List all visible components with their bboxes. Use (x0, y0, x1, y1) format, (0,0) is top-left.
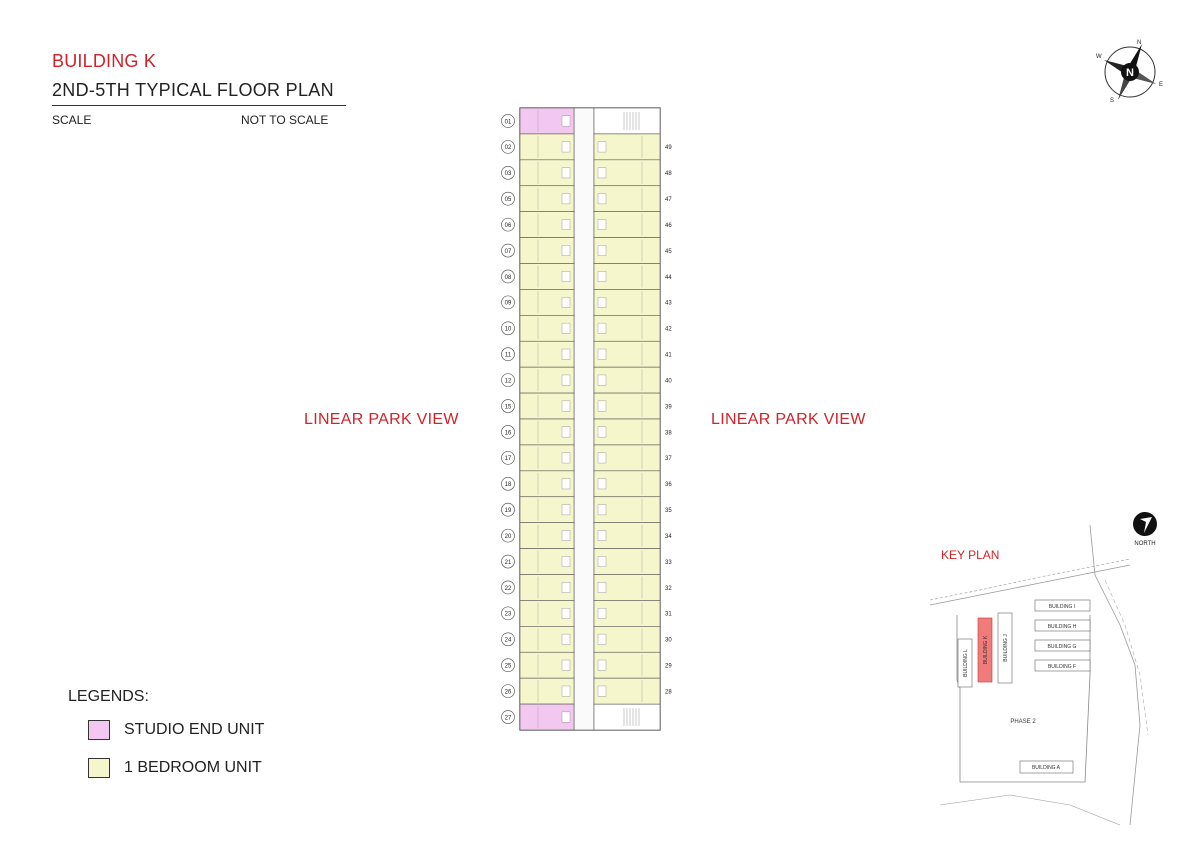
unit-bathroom (598, 375, 606, 385)
unit-bathroom (562, 401, 570, 411)
legend-studio-swatch (88, 720, 110, 740)
unit-bathroom (562, 194, 570, 204)
building-title: BUILDING K (52, 51, 157, 71)
left-view-label: LINEAR PARK VIEW (304, 411, 459, 428)
unit-bathroom (598, 349, 606, 359)
unit-bathroom (562, 323, 570, 333)
unit-bathroom (598, 582, 606, 592)
unit-number-left: 24 (504, 637, 512, 644)
unit-bathroom (598, 505, 606, 515)
unit-bathroom (562, 453, 570, 463)
unit-bathroom (598, 323, 606, 333)
legends-title: LEGENDS: (68, 688, 149, 705)
key-plan-title: KEY PLAN (941, 548, 1000, 562)
unit-number-right: 44 (665, 274, 672, 281)
key-building-h: BUILDING H (1047, 624, 1077, 630)
unit-bathroom (562, 116, 570, 126)
unit-number-left: 01 (504, 119, 512, 126)
unit-bathroom (562, 530, 570, 540)
unit-bathroom (598, 479, 606, 489)
unit-number-left: 07 (504, 248, 512, 255)
key-plan-north-label: NORTH (1134, 541, 1156, 547)
unit-bathroom (562, 686, 570, 696)
unit-number-right: 38 (665, 430, 672, 437)
unit-number-left: 02 (504, 145, 512, 152)
key-building-l: BUILDING L (963, 649, 969, 677)
unit-bathroom (598, 530, 606, 540)
compass-e-label: E (1159, 82, 1164, 88)
unit-number-left: 11 (504, 352, 512, 359)
unit-number-right: 37 (665, 456, 672, 463)
unit-bathroom (598, 401, 606, 411)
compass-s-label: S (1110, 98, 1115, 104)
unit-number-right: 33 (665, 559, 672, 566)
right-view-label: LINEAR PARK VIEW (711, 411, 866, 428)
unit-bathroom (598, 660, 606, 670)
legend-studio (88, 720, 264, 740)
unit-number-right: 46 (665, 222, 672, 229)
key-plan-north-icon (1133, 512, 1157, 536)
unit-bathroom (598, 634, 606, 644)
key-building-f: BUILDING F (1047, 664, 1077, 670)
unit-number-left: 03 (504, 171, 512, 178)
unit-bathroom (598, 686, 606, 696)
key-building-a: BUILDING A (1031, 765, 1061, 771)
unit-bathroom (562, 427, 570, 437)
unit-bathroom (562, 297, 570, 307)
unit-bathroom (562, 375, 570, 385)
unit-bathroom (598, 245, 606, 255)
unit-number-right: 39 (665, 404, 672, 411)
title-underline (52, 105, 346, 106)
unit-bathroom (598, 453, 606, 463)
unit-number-left: 09 (504, 300, 512, 307)
unit-bathroom (598, 194, 606, 204)
unit-bathroom (598, 168, 606, 178)
unit-number-left: 12 (504, 378, 512, 385)
key-phase-2: PHASE 2 (1010, 719, 1036, 725)
unit-number-left: 19 (504, 508, 512, 515)
scale-label: SCALE (52, 113, 92, 127)
unit-number-left: 23 (504, 611, 512, 618)
unit-number-left: 05 (504, 197, 512, 204)
unit-number-right: 36 (665, 482, 672, 489)
unit-number-right: 30 (665, 637, 672, 644)
unit-bathroom (598, 556, 606, 566)
key-building-j: BUILDING J (1003, 634, 1009, 662)
unit-bathroom (598, 608, 606, 618)
compass-icon (1094, 36, 1166, 108)
corridor (574, 108, 594, 730)
unit-bathroom (562, 245, 570, 255)
unit-number-left: 15 (504, 404, 512, 411)
unit-bathroom (562, 712, 570, 722)
unit-bathroom (562, 608, 570, 618)
unit-number-left: 08 (504, 274, 512, 281)
plan-subtitle: 2ND-5TH TYPICAL FLOOR PLAN (52, 80, 334, 100)
unit-number-left: 25 (504, 663, 512, 670)
scale-value: NOT TO SCALE (241, 113, 329, 127)
unit-number-left: 10 (504, 326, 512, 333)
unit-bathroom (598, 142, 606, 152)
compass-n-label: N (1137, 40, 1142, 46)
unit-bathroom (562, 479, 570, 489)
floor-plan (496, 104, 670, 734)
key-building-k: BUILDING K (983, 635, 989, 665)
legend-one-bedroom (88, 758, 262, 778)
unit-bathroom (562, 634, 570, 644)
unit-number-right: 48 (665, 171, 672, 178)
key-building-i: BUILDING I (1048, 604, 1076, 610)
unit-bathroom (562, 349, 570, 359)
unit-number-left: 16 (504, 430, 512, 437)
unit-bathroom (598, 219, 606, 229)
unit-number-right: 28 (665, 689, 672, 696)
unit-bathroom (562, 505, 570, 515)
unit-bathroom (562, 582, 570, 592)
unit-bathroom (598, 297, 606, 307)
unit-number-right: 35 (665, 508, 672, 515)
unit-number-left: 26 (504, 689, 512, 696)
unit-number-right: 32 (665, 585, 672, 592)
key-building-g: BUILDING G (1047, 644, 1077, 650)
unit-number-right: 42 (665, 326, 672, 333)
unit-number-right: 43 (665, 300, 672, 307)
unit-number-right: 41 (665, 352, 672, 359)
compass-n-center: N (1126, 67, 1134, 79)
unit-number-right: 49 (665, 145, 672, 152)
unit-number-right: 40 (665, 378, 672, 385)
compass-w-label: W (1096, 54, 1102, 60)
unit-number-left: 20 (504, 533, 512, 540)
legend-one-bedroom-swatch (88, 758, 110, 778)
unit-number-left: 27 (504, 715, 512, 722)
unit-number-right: 29 (665, 663, 672, 670)
legend-studio-label: STUDIO END UNIT (124, 721, 265, 738)
legend-one-bedroom-label: 1 BEDROOM UNIT (124, 759, 262, 776)
unit-bathroom (598, 271, 606, 281)
unit-number-left: 17 (504, 456, 512, 463)
unit-number-right: 34 (665, 533, 672, 540)
unit-number-right: 31 (665, 611, 672, 618)
unit-bathroom (598, 427, 606, 437)
unit-bathroom (562, 660, 570, 670)
unit-number-left: 18 (504, 482, 512, 489)
unit-bathroom (562, 556, 570, 566)
key-plan (920, 505, 1180, 830)
unit-number-right: 47 (665, 197, 672, 204)
unit-number-left: 06 (504, 222, 512, 229)
unit-bathroom (562, 271, 570, 281)
unit-number-right: 45 (665, 248, 672, 255)
unit-bathroom (562, 142, 570, 152)
unit-bathroom (562, 219, 570, 229)
unit-number-left: 21 (504, 559, 512, 566)
unit-number-left: 22 (504, 585, 512, 592)
unit-bathroom (562, 168, 570, 178)
